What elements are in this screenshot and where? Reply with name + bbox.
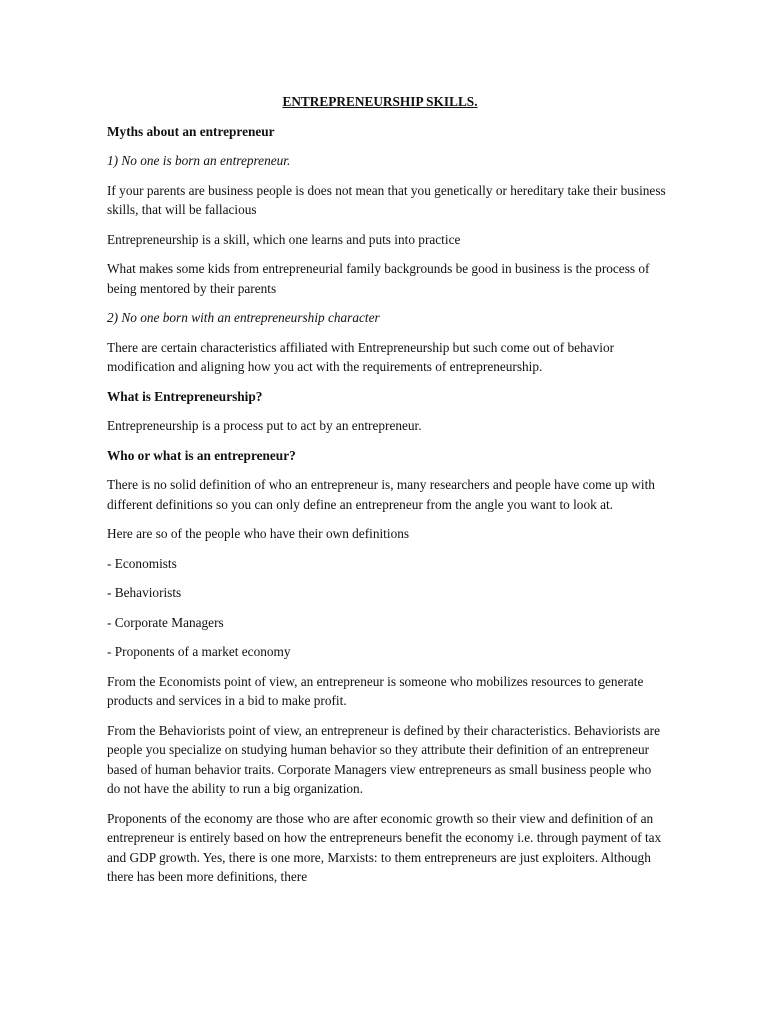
myth2-heading: 2) No one born with an entrepreneurship character bbox=[107, 310, 380, 325]
myth1-heading: 1) No one is born an entrepreneur. bbox=[107, 153, 291, 168]
list-item-economists: - Economists bbox=[107, 555, 177, 571]
list-item-proponents: - Proponents of a market economy bbox=[107, 644, 291, 659]
title-period: . bbox=[474, 94, 478, 109]
title-text: ENTREPRENEURSHIP SKILLS bbox=[282, 94, 475, 109]
what-paragraph: Entrepreneurship is a process put to act by an entrepreneur. bbox=[107, 418, 422, 433]
proponents-paragraph: Proponents of the economy are those who are after economic growth so their view and definition of an entrepreneur is entirely based on how the entrepreneurs benefit the economy i.e. through payment of tax and GDP growth. Yes, there is one more, Marxists: to them entrepreneurs are just exploiters. Although there has been more definitions, there bbox=[107, 810, 662, 884]
who-paragraph-2: Here are so of the people who have their own definitions bbox=[107, 526, 410, 541]
myth1-paragraph-3: What makes some kids from entrepreneurial family backgrounds be good in business is the process of being mentored by their parents bbox=[107, 261, 650, 296]
myth1-paragraph-1: If your parents are business people is does not mean that you genetically or hereditary take their business skills, that will be fallacious bbox=[107, 182, 666, 217]
myths-heading: Myths about an entrepreneur bbox=[107, 123, 275, 139]
who-paragraph-1: There is no solid definition of who an entrepreneur is, many researchers and people have come up with different definitions so you can only define an entrepreneur from the angle you want to look at. bbox=[107, 477, 655, 512]
what-heading: What is Entrepreneurship? bbox=[107, 388, 263, 404]
list-item-corporate-managers: - Corporate Managers bbox=[107, 614, 224, 630]
myth1-paragraph-2: Entrepreneurship is a skill, which one learns and puts into practice bbox=[107, 231, 461, 247]
document-title bbox=[107, 92, 667, 112]
behaviorists-paragraph: From the Behaviorists point of view, an entrepreneur is defined by their characteristics. Behaviorists are people you specialize on studying human behavior so they attribute their definition of an entrepreneur based of human behavior traits. Corporate Managers view entrepreneurs as small business people who do not have the ability to run a big organization. bbox=[107, 722, 661, 796]
economists-paragraph: From the Economists point of view, an entrepreneur is someone who mobilizes resources to generate products and services in a bid to make profit. bbox=[107, 673, 644, 708]
who-heading: Who or what is an entrepreneur? bbox=[107, 447, 296, 463]
list-item-behaviorists: - Behaviorists bbox=[107, 585, 182, 600]
myth2-paragraph-1: There are certain characteristics affiliated with Entrepreneurship but such come out of behavior modification and aligning how you act with the requirements of entrepreneurship. bbox=[107, 339, 615, 374]
document-body bbox=[107, 92, 667, 897]
